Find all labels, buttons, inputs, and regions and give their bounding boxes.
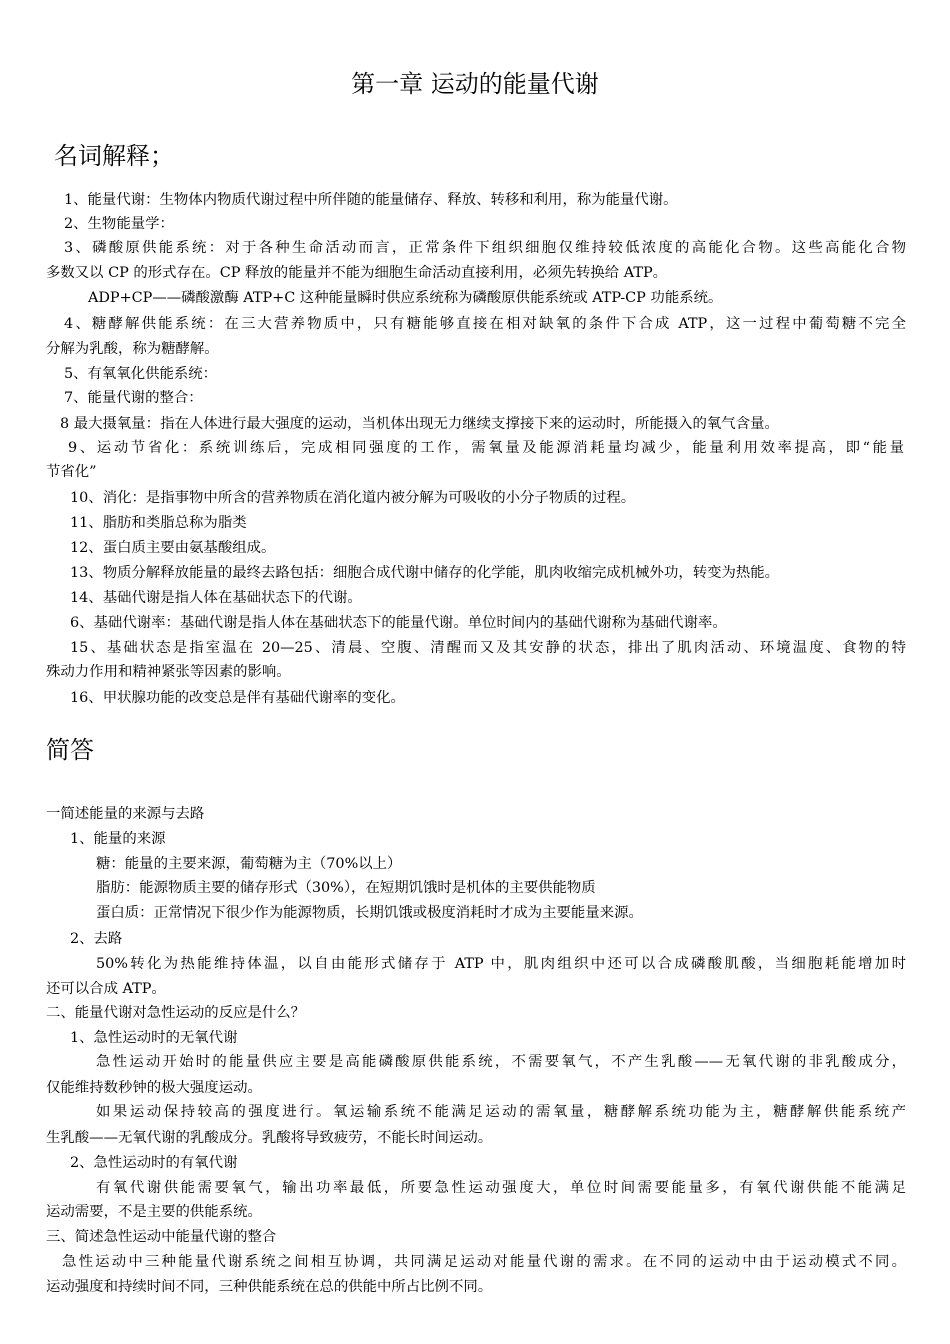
text-line: 蛋白质：正常情况下很少作为能源物质，长期饥饿或极度消耗时才成为主要能量来源。	[96, 905, 643, 921]
text-line: 三、简述急性运动中能量代谢的整合	[46, 1229, 277, 1245]
text-line: 15、基础状态是指室温在 20—25、清晨、空腹、清醒而又及其安静的状态，排出了肌肉活动、环境温度、食物的特	[70, 640, 906, 656]
text-line: 还可以合成 ATP。	[46, 981, 166, 997]
text-line: 12、蛋白质主要由氨基酸组成。	[70, 540, 276, 556]
text-line: 9、运动节省化：系统训练后，完成相同强度的工作，需氧量及能源消耗量均减少，能量利用效率提高，即“能量	[68, 440, 904, 456]
text-line: 1、能量代谢：生物体内物质代谢过程中所伴随的能量储存、释放、转移和利用，称为能量代谢。	[64, 192, 678, 208]
text-line: 5、有氧氧化供能系统：	[64, 366, 218, 382]
text-line: 13、物质分解释放能量的最终去路包括：细胞合成代谢中储存的化学能，肌肉收缩完成机械外功，转变为热能。	[70, 565, 780, 581]
text-line: 16、甲状腺功能的改变总是伴有基础代谢率的变化。	[70, 690, 405, 706]
text-line: 7、能量代谢的整合：	[64, 390, 203, 406]
text-line: 50%转化为热能维持体温，以自由能形式储存于 ATP 中，肌肉组织中还可以合成磷酸肌酸，当细胞耗能增加时	[96, 956, 906, 972]
text-line: 14、基础代谢是指人体在基础状态下的代谢。	[70, 590, 362, 606]
text-line: 1、急性运动时的无氧代谢	[70, 1030, 238, 1046]
text-line: ADP+CP——磷酸激酶 ATP+C 这种能量瞬时供应系统称为磷酸原供能系统或 ATP-CP 功能系统。	[88, 290, 723, 306]
text-line: 生乳酸——无氧代谢的乳酸成分。乳酸将导致疲劳，不能长时间运动。	[46, 1130, 493, 1146]
text-line: 有氧代谢供能需要氧气，输出功率最低，所要急性运动强度大，单位时间需要能量多，有氧代谢供能不能满足	[96, 1180, 906, 1196]
text-line: 糖：能量的主要来源，葡萄糖为主（70%以上）	[96, 856, 402, 872]
chapter-title: 第一章 运动的能量代谢	[351, 70, 599, 98]
text-line: 10、消化：是指事物中所含的营养物质在消化道内被分解为可吸收的小分子物质的过程。	[70, 490, 636, 506]
text-line: 3、磷酸原供能系统：对于各种生命活动而言，正常条件下组织细胞仅维持较低浓度的高能化合物。这些高能化合物	[64, 240, 906, 256]
text-line: 4、糖酵解供能系统：在三大营养物质中，只有糖能够直接在相对缺氧的条件下合成 ATP，这一过程中葡萄糖不完全	[64, 316, 906, 332]
text-line: 一简述能量的来源与去路	[46, 806, 205, 822]
text-line: 急性运动开始时的能量供应主要是高能磷酸原供能系统，不需要氧气，不产生乳酸——无氧代谢的非乳酸成分，	[96, 1054, 906, 1070]
text-line: 二、能量代谢对急性运动的反应是什么？	[46, 1005, 306, 1021]
text-line: 节省化”	[46, 464, 97, 480]
text-line: 如果运动保持较高的强度进行。氧运输系统不能满足运动的需氧量，糖酵解系统功能为主，糖酵解供能系统产	[96, 1104, 906, 1120]
text-line: 急性运动中三种能量代谢系统之间相互协调，共同满足运动对能量代谢的需求。在不同的运动中由于运动模式不同。	[62, 1254, 906, 1270]
text-line: 分解为乳酸，称为糖酵解。	[46, 341, 219, 357]
text-line: 2、生物能量学：	[64, 216, 174, 232]
text-line: 2、急性运动时的有氧代谢	[70, 1155, 238, 1171]
text-line: 11、脂肪和类脂总称为脂类	[70, 515, 247, 531]
text-line: 2、去路	[70, 931, 123, 947]
text-line: 仅能维持数秒钟的极大强度运动。	[46, 1080, 262, 1096]
text-line: 8 最大摄氧量：指在人体进行最大强度的运动，当机体出现无力继续支撑接下来的运动时，所能摄入的氧气含量。	[60, 416, 779, 432]
text-line: 殊动力作用和精神紧张等因素的影响。	[46, 664, 291, 680]
text-line: 运动强度和持续时间不同，三种供能系统在总的供能中所占比例不同。	[46, 1279, 493, 1295]
text-line: 1、能量的来源	[70, 831, 166, 847]
text-line: 6、基础代谢率：基础代谢是指人体在基础状态下的能量代谢。单位时间内的基础代谢称为基础代谢率。	[70, 615, 727, 631]
section-heading-short-answer: 简答	[46, 736, 94, 764]
text-line: 多数又以 CP 的形式存在。CP 释放的能量并不能为细胞生命活动直接利用，必须先转换给 ATP。	[46, 265, 668, 281]
text-line: 脂肪：能源物质主要的储存形式（30%），在短期饥饿时是机体的主要供能物质	[96, 880, 596, 896]
section-heading-glossary: 名词解释；	[54, 142, 174, 170]
text-line: 运动需要，不是主要的供能系统。	[46, 1204, 262, 1220]
